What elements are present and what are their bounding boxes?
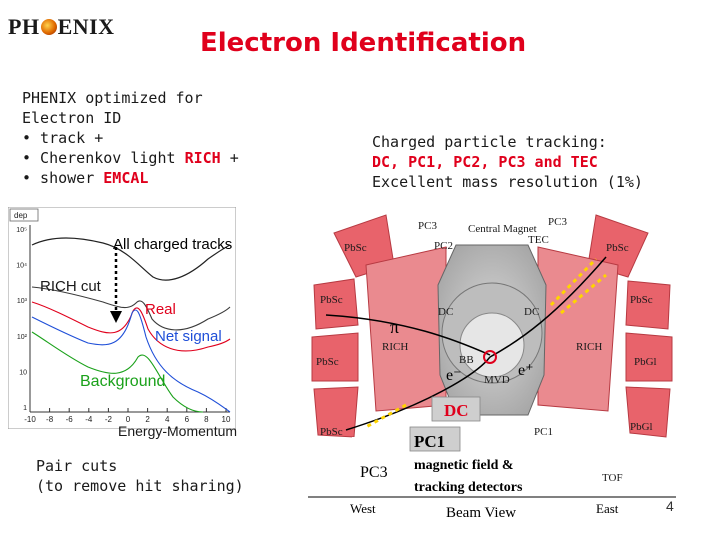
plot-x-tick-label: -2	[104, 415, 112, 424]
plot-x-tick-label: -4	[85, 415, 93, 424]
label-mvd: MVD	[484, 374, 510, 386]
logo-text-post: ENIX	[57, 14, 115, 39]
annotation-real: Real	[145, 301, 176, 318]
label-west: West	[350, 501, 376, 516]
label-pc3-bottom: PC3	[360, 464, 388, 481]
label-e-plus: e⁺	[518, 362, 534, 379]
label-pc1-right: PC1	[534, 426, 553, 438]
label-tof: TOF	[602, 472, 623, 484]
phenix-logo	[8, 14, 115, 40]
label-e-minus: e⁻	[446, 367, 462, 384]
label-mag-field-1: magnetic field &	[414, 458, 514, 473]
plot-x-tick-label: -6	[65, 415, 73, 424]
plot-y-tick-label: 10⁴	[16, 262, 27, 270]
plot-x-tick-label: -8	[46, 415, 54, 424]
left-line-1: PHENIX optimized for	[22, 89, 203, 107]
label-central-magnet: Central Magnet	[468, 223, 537, 235]
plot-x-tick-label: 4	[164, 415, 170, 424]
plot-x-label: Energy-Momentum	[118, 423, 238, 439]
logo-text-pre: PH	[8, 14, 40, 39]
slide-title: Electron Identification	[200, 28, 527, 58]
left-text-block	[22, 88, 262, 188]
bullet-track: • track +	[22, 129, 104, 147]
label-tec: TEC	[528, 234, 549, 246]
bullet-rich	[22, 148, 262, 168]
label-dc-box: DC	[444, 401, 469, 420]
annotation-rich-cut: RICH cut	[40, 278, 101, 295]
label-pc1-box: PC1	[414, 432, 446, 451]
label-pbsc-tr: PbSc	[606, 242, 629, 254]
plot-x-tick-label: 0	[125, 415, 131, 424]
label-pbsc-tl: PbSc	[344, 242, 367, 254]
right-line-2: DC, PC1, PC2, PC3 and TEC	[372, 153, 598, 171]
label-dc-right: DC	[524, 306, 540, 318]
label-rich-right: RICH	[576, 341, 603, 353]
label-beam-view: Beam View	[446, 505, 517, 521]
annotation-all-tracks: All charged tracks	[113, 236, 233, 253]
bullet-rich-post: +	[220, 149, 239, 167]
plot-y-tick-label: 10	[19, 369, 27, 377]
bullet-emcal-pre: • shower	[22, 169, 104, 187]
plot-y-tick-label: 1	[23, 405, 27, 412]
label-pbgl-r1: PbGl	[634, 356, 657, 368]
page-number: 4	[666, 498, 674, 514]
pair-cuts-line-1: Pair cuts	[36, 457, 118, 475]
label-pbgl-r2: PbGl	[630, 421, 653, 433]
rich-east	[538, 247, 618, 411]
plot-x-tick-label: -10	[24, 415, 36, 424]
annotation-background: Background	[80, 373, 166, 390]
right-text-block	[372, 132, 672, 192]
label-mag-field-2: tracking detectors	[414, 480, 523, 495]
label-pbsc-l3: PbSc	[320, 426, 343, 438]
plot-y-tick-label: 10⁵	[16, 227, 27, 234]
bullet-emcal	[22, 168, 262, 188]
label-pc2: PC2	[434, 240, 453, 252]
plot-x-tick-label: 2	[145, 415, 150, 424]
label-bb: BB	[459, 354, 474, 366]
right-line-3: Excellent mass resolution (1%)	[372, 173, 643, 191]
label-pi: π	[390, 317, 400, 337]
plot-y-tick-label: 10²	[16, 333, 27, 341]
plot-x-tick-label: 10	[221, 415, 231, 424]
pair-cuts-line-2: (to remove hit sharing)	[36, 477, 244, 495]
detector-beam-view	[306, 205, 678, 523]
plot-x-tick-label: 6	[184, 415, 190, 424]
label-pbsc-r1: PbSc	[630, 294, 653, 306]
bullet-emcal-red: EMCAL	[103, 169, 149, 187]
label-rich-left: RICH	[382, 341, 409, 353]
right-line-1: Charged particle tracking:	[372, 133, 607, 151]
label-east: East	[596, 501, 619, 516]
label-dc-left: DC	[438, 306, 454, 318]
label-pbsc-l1: PbSc	[320, 294, 343, 306]
annotation-net-signal: Net signal	[155, 328, 222, 345]
mvd-ring	[460, 313, 524, 377]
plot-x-tick-label: 8	[204, 415, 209, 424]
bullet-rich-red: RICH	[184, 149, 221, 167]
rich-west	[366, 247, 446, 411]
left-line-2: Electron ID	[22, 109, 122, 127]
plot-ylabel: dep	[14, 211, 28, 220]
label-pc3-top: PC3	[418, 220, 437, 232]
bullet-rich-pre: • Cherenkov light	[22, 149, 185, 167]
label-pbsc-l2: PbSc	[316, 356, 339, 368]
plot-y-tick-label: 10³	[16, 298, 27, 306]
pair-cuts-text	[36, 456, 244, 496]
logo-sun-icon	[41, 19, 57, 35]
label-pc3-tec: PC3	[548, 216, 567, 228]
